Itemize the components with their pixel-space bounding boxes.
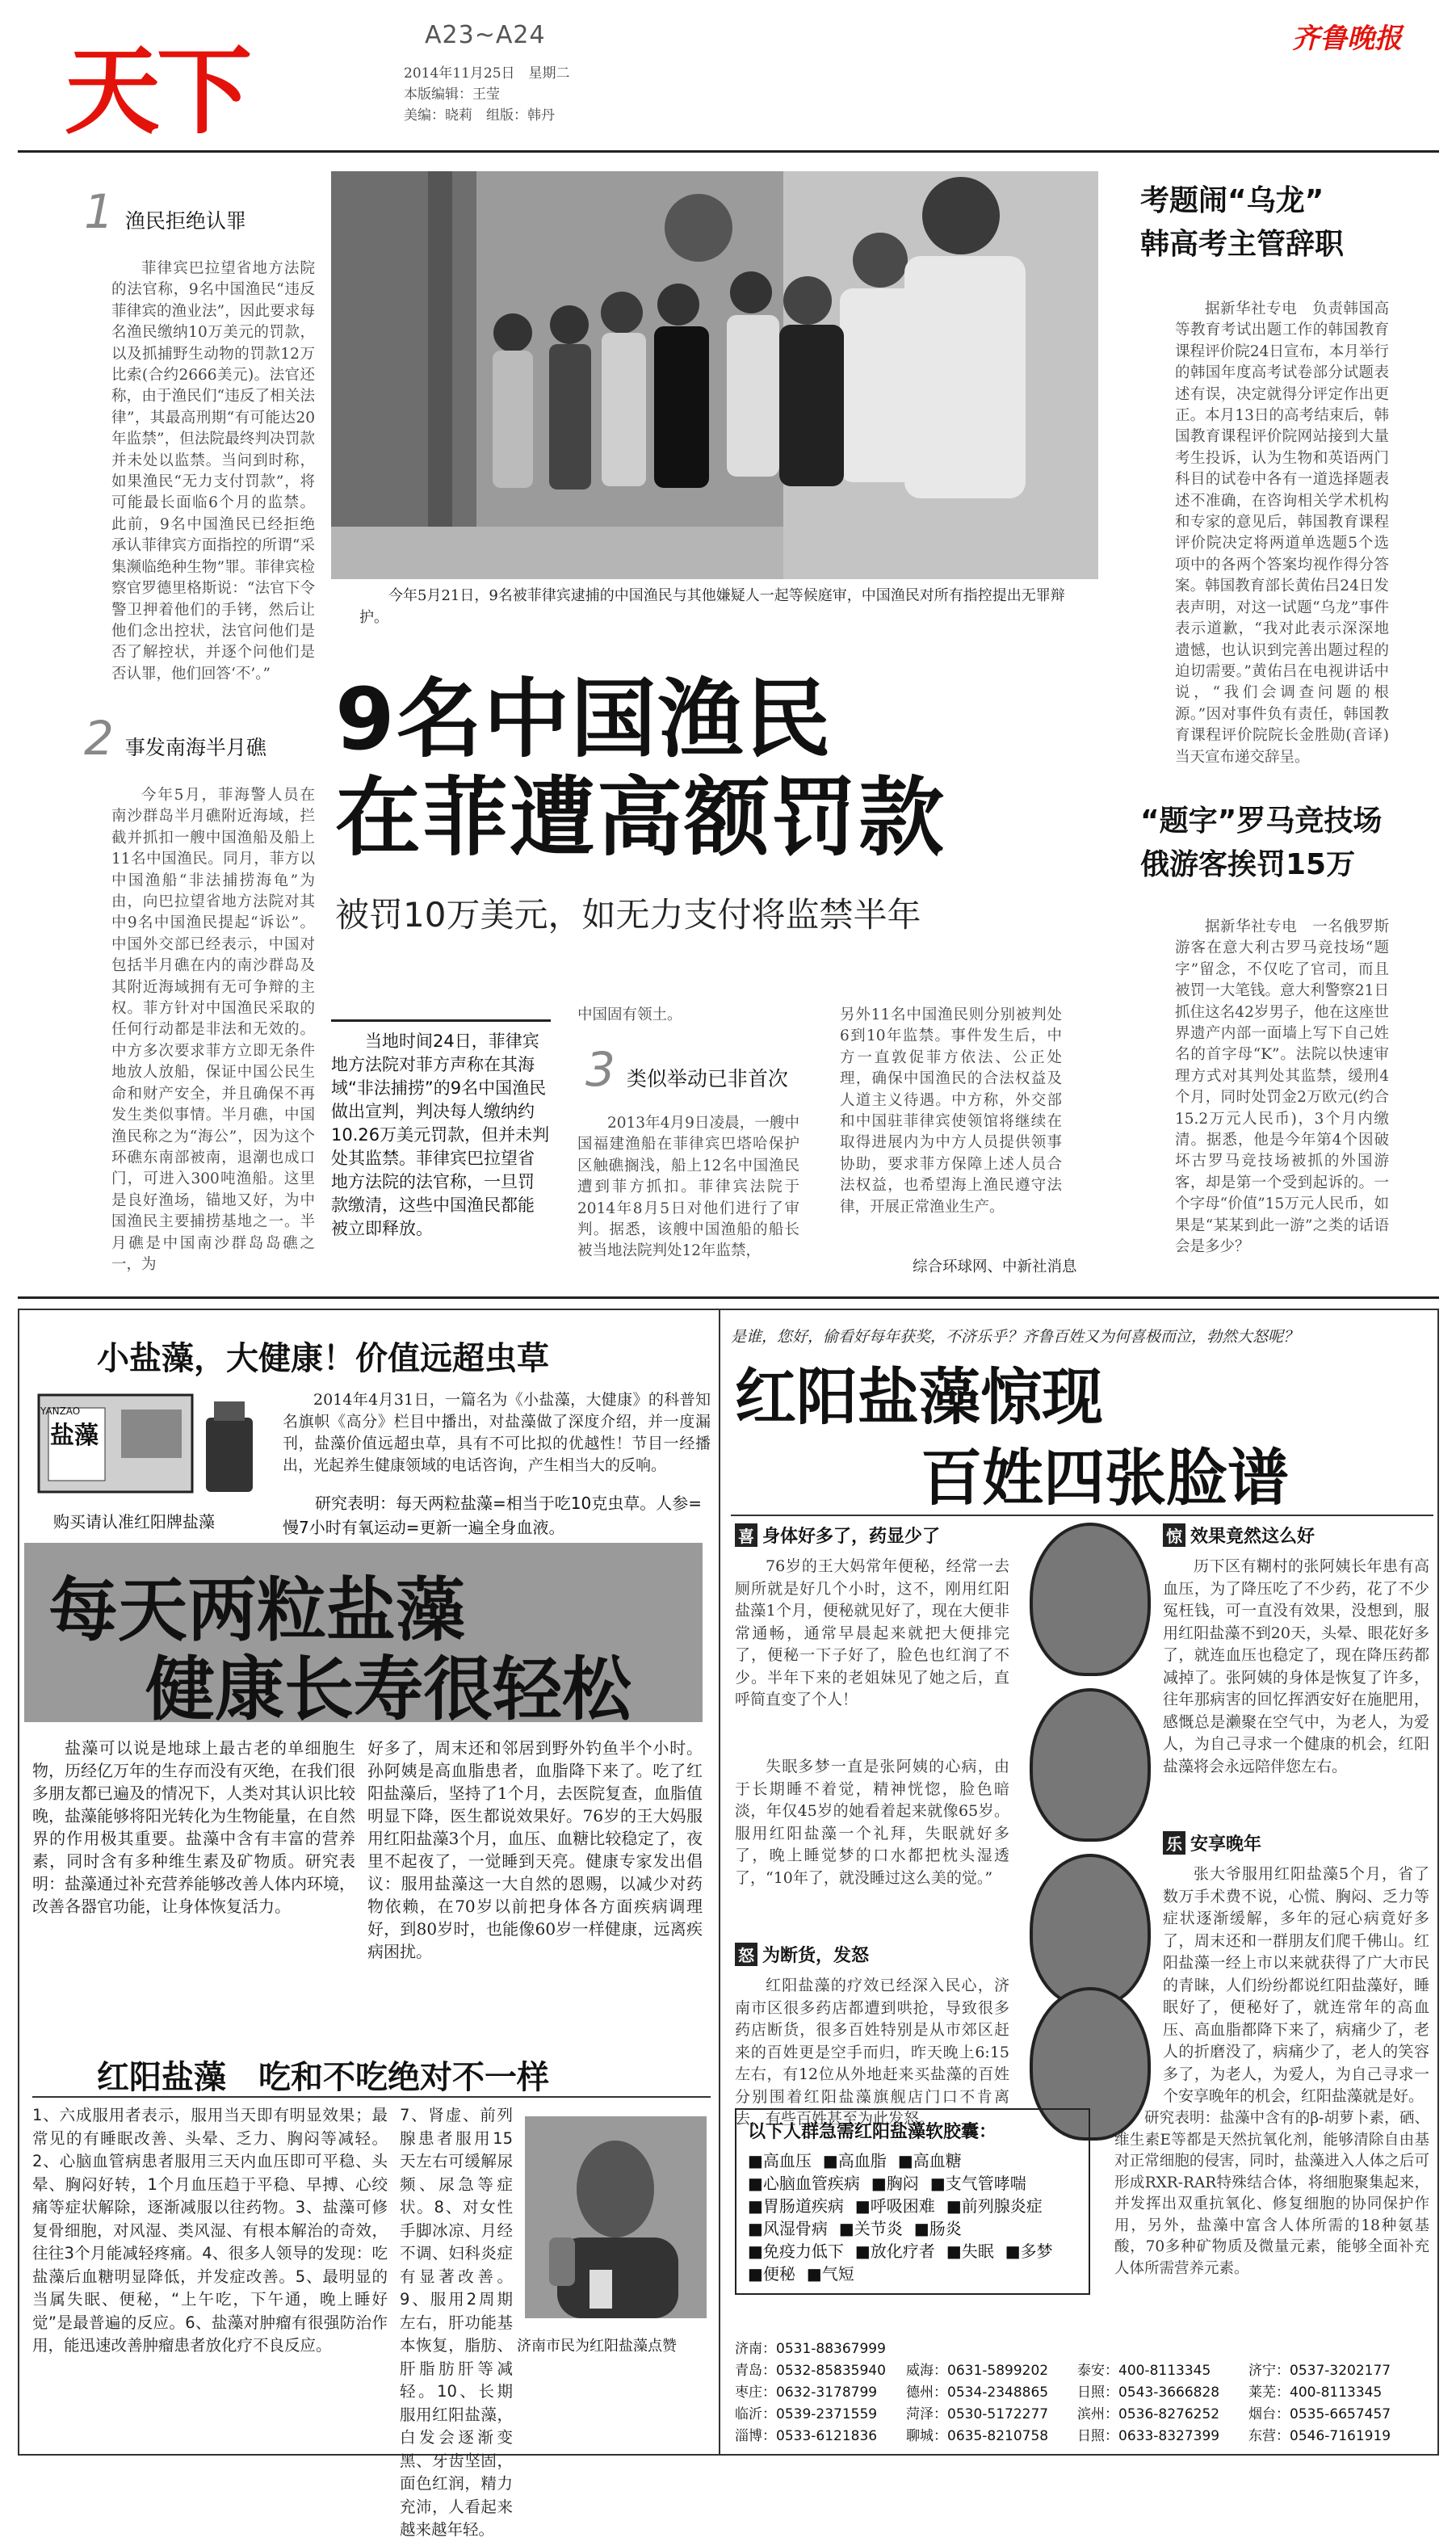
symptom-item: ■关节炎 (838, 2219, 903, 2238)
p3-text: 红阳盐藻的疗效已经深入民心，济南市区很多药店都遭到哄抢，导致很多药店断货，很多百姓特别是从市郊区赶来的百姓更是空手而归，昨天晚上6:15左右，有12位从外地赶来买盐藻的百姓分别围着红阳盐藻旗舰店门口不肯离去，有些百姓甚至为此发怒。 (735, 1977, 1009, 2128)
symptom-box (735, 2108, 1090, 2295)
product-box-label: 盐藻 (50, 1422, 99, 1450)
p5-text: 张大爷服用红阳盐藻5个月，省了数万手术费不说，心慌、胸闷、乏力等症状逐渐缓解，多年的冠心病竟好多了，周末还和一群朋友们爬千佛山。红阳盐藻一经上市以来就获得了广大市民的青睐，人们纷纷都说红阳盐藻好，睡眠好了，便秘好了，就连常年的高血压、高血脂都降下来了，病痛少了，老人的折磨没了，病痛少了，老人的笑容多了，为老人，为爱人，为自己寻求一个安享晚年的机会，红阳盐藻就是好。 (1163, 1865, 1429, 2105)
section-title: 事发南海半月礁 (124, 736, 266, 759)
p3-heading (735, 1942, 1009, 1967)
opera-mask-1 (1030, 1523, 1151, 1676)
p4-block (1163, 1523, 1429, 2130)
p4-text: 历下区有糊村的张阿姨长年患有高血压，为了降压吃了不少药，花了不少冤枉钱，可一直没有效果，没想到，服用红阳盐藻不到20天，头晕、眼花好多了，就连血压也稳定了，现在降压药都减掉了。张阿姨的身体是恢复了许多，往年那病害的回忆挥洒安好在施肥用，感慨总是濑聚在空气中，为老人，为爱人，为自己寻求一个健康的机会，红阳盐藻将会永远陪伴您左右。 (1163, 1557, 1429, 1775)
p1-heading (735, 1523, 1009, 1548)
issue-meta (404, 63, 570, 126)
section-title: 类似举动已非首次 (626, 1067, 788, 1090)
customer-photo (525, 2116, 707, 2318)
section-number: 2 (84, 711, 114, 766)
fishermen-photo (331, 171, 1098, 579)
section-title: 渔民拒绝认罪 (124, 209, 246, 233)
ad-left-list-a: 1、六成服用者表示，服用当天即有明显效果；最常见的有睡眠改善、头晕、乏力、胸闷等减轻。2、心脑血管病患者服用三天内血压即可平稳、头晕、胸闷好转，1个月血压趋于平稳、早搏、心绞痛等症状解除，逐渐减服以往药物。3、盐藻可修复骨细胞，对风湿、类风湿、有根本解治的奇效，往往3个月能减轻疼痛。4、很多人领导的发现：吃盐藻后血糖明显降低，并发症改善。5、最明显的当属失眠、便秘，“上午吃，下午通，晚上睡好觉”是最普遍的反应。6、盐藻对肿瘤有很强防治作用，能迅速改善肿瘤患者放化疗不良反应。 (32, 2106, 388, 2355)
section-1-heading (84, 184, 246, 239)
main-subheadline: 被罚10万美元，如无力支付将监禁半年 (335, 895, 921, 935)
ad-left-title: 小盐藻，大健康！价值远超虫草 (97, 1340, 549, 1377)
symptom-item: ■心脑血管疾病 (748, 2174, 860, 2193)
headline-line-2: 韩高考主管辞职 (1140, 228, 1345, 261)
main-headline (335, 670, 946, 868)
symptom-item: ■气短 (806, 2264, 854, 2284)
col2-text: 2013年4月9日凌晨，一艘中国福建渔船在菲律宾巴塔哈保护区触礁搁浅，船上12名中国渔民遭到菲方抓扣。菲律宾法院于2014年8月5日对他们进行了审判。据悉，该艘中国渔船的船长被当地法院判处12年监禁， (577, 1115, 799, 1260)
design-credit: 美编：晓莉 组版：韩丹 (404, 107, 555, 124)
p1-block (735, 1523, 1009, 2161)
p5-title: 安享晚年 (1190, 1834, 1262, 1855)
title-line-2: 百姓四张脸谱 (921, 1442, 1289, 1514)
ad-right-quote: 是谁，您好，偷看好每年获奖，不济乐乎？齐鲁百姓又为何喜极而泣，勃然大怒呢？ (731, 1328, 1299, 1346)
p3-tag: 怒 (735, 1943, 757, 1966)
ad-left-section-title: 红阳盐藻 吃和不吃绝对不一样 (97, 2059, 549, 2096)
editor-credit: 本版编辑：王莹 (404, 86, 500, 103)
contact-item: 莱芜：400-8113345 (1248, 2384, 1383, 2401)
photo-caption: 今年5月21日，9名被菲律宾逮捕的中国渔民与其他嫌疑人一起等候庭审，中国渔民对所有指控提出无罪辩护。 (359, 587, 1065, 626)
contact-item: 日照：0543-3666828 (1077, 2384, 1220, 2401)
section-2-text: 今年5月，菲海警人员在南沙群岛半月礁附近海域，拦截并抓扣一艘中国渔船及船上11名中国渔民。同月，菲方以中国渔船“非法捕捞海龟”为由，向巴拉望省地方法院对其中9名中国渔民提起“诉讼”。中国外交部已经表示，中国对包括半月礁在内的南沙群岛及其附近海域拥有无可争辩的主权。菲方针对中国渔民采取的任何行动都是非法和无效的。中方多次要求菲方立即无条件地放人放船，保证中国公民生命和财产安全，并且确保不再发生类似事情。半月礁，中国渔民称之为“海公”，因为这个环礁东南部被南，退潮也成口门，可进入300吨渔船。这里是良好渔场，锚地又好，为中国渔民主要捕捞基地之一。半月礁是中国南沙群岛岛礁之一，为 (111, 787, 315, 1273)
contact-item: 青岛：0532-85835940 (735, 2363, 886, 2379)
headline-line-1: “题字”罗马竞技场 (1140, 805, 1383, 838)
ad-left-list-b: 7、肾虚、前列腺患者服用15天左右可缓解尿频、尿急等症状。8、对女性手脚冰凉、月经不调、妇科炎症有显著改善。9、服用2周期左右，肝功能基本恢复，脂肪、肝脂肪肝等减轻。10、长期服用红阳盐藻，白发会逐渐变黑、牙齿坚固，面色红润，精力充沛，人看起来越来越年轻。 (400, 2106, 513, 2539)
ad-left-intro: 2014年4月31日，一篇名为《小盐藻，大健康》的科普知名旗帜《高分》栏目中播出，对盐藻做了深度介绍，并一度漏刊，盐藻价值远超虫草，具有不可比拟的优越性！节目一经播出，光起养生健康领域的电话咨询，产生相当大的反响。 (283, 1391, 711, 1474)
contact-item: 烟台：0535-6657457 (1248, 2406, 1391, 2422)
p1-text: 76岁的王大妈常年便秘，经常一去厕所就是好几个小时，这不，刚用红阳盐藻1个月，便秘就见好了，现在大便非常通畅，通常早晨起来就把大便排完了，便秘一下子好了，脸色也红润了不少。半年下来的老姐妹见了她之后，直呼简直变了个人！ (735, 1557, 1009, 1708)
lead-paragraph: 当地时间24日，菲律宾地方法院对菲方声称在其海域“非法捕捞”的9名中国渔民做出宣判，判决每人缴纳约10.26万美元罚款，但并未判处其监禁。菲律宾巴拉望省地方法院的法官称，一旦罚款缴清，这些中国渔民都能被立即释放。 (331, 1019, 551, 1241)
contact-item: 德州：0534-2348865 (906, 2384, 1049, 2401)
p1-tag: 喜 (735, 1523, 757, 1547)
right-story-1: 据新华社专电 负责韩国高等教育考试出题工作的韩国教育课程评价院24日宣布，本月举行的韩国年度高考试卷部分试题表述有误，决定就得分评定作出更正。本月13日的高考结束后，韩国教育课程评价院网站接到大量考生投诉，认为生物和英语两门科目的试卷中各有一道选择题表述不准确，在咨询相关学术机构和专家的意见后，韩国教育课程评价院决定将两道单选题5个选项中的各两个答案均视作得分答案。韩国教育部长黄佑吕24日发表声明，对这一试题“乌龙”事件表示道歉，“我对此表示深深地遗憾，也认识到完善出题过程的迫切需要。”黄佑吕在电视讲话中说，“我们会调查问题的根源。”因对事件负有责任，韩国教育课程评价院院长金胜勋(音译)当天宣布递交辞呈。 (1175, 300, 1389, 766)
issue-date: 2014年11月25日 星期二 (404, 65, 570, 82)
p1-title: 身体好多了，药显少了 (762, 1527, 941, 1547)
masthead: 天下 (65, 36, 250, 147)
section-number: 1 (84, 184, 114, 239)
p3-title: 为断货，发怒 (762, 1946, 870, 1966)
col2-top: 中国固有领土。 (577, 1006, 682, 1023)
news-source: 综合环球网、中新社消息 (913, 1258, 1077, 1275)
right-headline-2 (1140, 800, 1382, 887)
ad-research: 研究表明：盐藻中含有的β-胡萝卜素，硒、维生素E等都是天然抗氧化剂，能够清除自由基对正常细胞的侵害，同时，盐藻进入人体之后可形成RXR-RAR特殊结合体，将细胞聚集起来，并发挥出双重抗氧化、修复细胞的协同保护作用，另外，盐藻中富含人体所需的18种氨基酸，70多种矿物质及微量元素，能够全面补充人体所需营养元素。 (1114, 2110, 1429, 2277)
ad-left-research: 研究表明：每天两粒盐藻=相当于吃10克虫草。人参=慢7小时有氧运动=更新一遍全身血液。 (283, 1494, 702, 1537)
contact-item: 聊城：0635-8210758 (906, 2428, 1049, 2444)
symptom-item: ■多梦 (1005, 2242, 1053, 2261)
opera-mask-3 (1030, 1854, 1151, 2007)
symptom-item: ■高血脂 (822, 2151, 887, 2170)
banner-line-2: 健康长寿很轻松 (145, 1649, 631, 1730)
headline-line-2: 俄游客挨罚15万 (1140, 848, 1356, 881)
ad-left-body-a: 盐藻可以说是地球上最古老的单细胞生物，历经亿万年的生存而没有灭绝，在我们很多朋友都已遍及的情况下，人类对其认识比较晚，盐藻能够将阳光转化为生物能量，在自然界的作用极其重要。盐藻中含有丰富的营养素，同时含有多种维生素及矿物质。研究表明：盐藻通过补充营养能够改善人体内环境，改善各器官功能，让身体恢复活力。 (32, 1738, 355, 1916)
ad-banner (24, 1543, 703, 1730)
symptom-item: ■胃肠道疾病 (748, 2196, 844, 2216)
symptom-item: ■高血压 (748, 2151, 812, 2170)
symptom-item: ■免疫力低下 (748, 2242, 844, 2261)
purchase-note: 购买请认准红阳牌盐藻 (53, 1512, 215, 1532)
p5-heading (1163, 1830, 1429, 1855)
ad-divider (719, 1309, 720, 2456)
ad-left-rule (32, 2096, 711, 2098)
symptom-item: ■肠炎 (913, 2219, 962, 2238)
contact-item: 威海：0631-5899202 (906, 2363, 1049, 2379)
contact-item: 东营：0546-7161919 (1248, 2428, 1391, 2444)
symptom-item: ■失眠 (946, 2242, 994, 2261)
p4-heading (1163, 1523, 1429, 1548)
contact-item: 临沂：0539-2371559 (735, 2406, 878, 2422)
contact-item: 济南：0531-88367999 (735, 2341, 886, 2357)
symptom-item: ■放化疗者 (854, 2242, 935, 2261)
symptom-item: ■支气管哮喘 (929, 2174, 1026, 2193)
banner-line-1: 每天两粒盐藻 (48, 1570, 465, 1651)
product-box-brand: YANZAO (40, 1405, 81, 1417)
page-range: A23~A24 (425, 21, 546, 49)
symptom-title: 以下人群急需红阳盐藻软胶囊： (748, 2122, 997, 2142)
newspaper-brand: 齐鲁晚报 (1292, 23, 1402, 55)
symptom-item: ■呼吸困难 (854, 2196, 935, 2216)
ad-right-rule (731, 1515, 1433, 1516)
p4-title: 效果竟然这么好 (1190, 1527, 1315, 1547)
symptom-list (748, 2149, 1077, 2285)
section-number: 3 (585, 1042, 615, 1097)
col3-text: 另外11名中国渔民则分别被判处6到10年监禁。事件发生后，中方一直敦促菲方依法、公正处理，确保中国渔民的合法权益及人道主义待遇。中方称，外交部和中国驻菲律宾使领馆将继续在取得进展内为中方人员提供领事协助，要求菲方保障上述人员合法权益，也希望海上渔民遵守法律，开展正常渔业生产。 (840, 1006, 1062, 1216)
section-2-heading (84, 711, 266, 766)
ad-right-title (735, 1357, 1289, 1519)
contact-list (735, 2338, 1429, 2447)
contact-item: 日照：0633-8327399 (1077, 2428, 1220, 2444)
headline-line-1: 9名中国渔民 (335, 670, 833, 769)
contact-item: 滨州：0536-8276252 (1077, 2406, 1220, 2422)
opera-mask-2 (1030, 1688, 1151, 1842)
headline-line-2: 在菲遭高额罚款 (335, 768, 946, 868)
section-1-text: 菲律宾巴拉望省地方法院的法官称，9名中国渔民“违反菲律宾的渔业法”，因此要求每名渔民缴纳10万美元的罚款，以及抓捕野生动物的罚款12万比索(合约2666美元)。法官还称，由于渔民们“违反了相关法律”，其最高刑期“有可能达20年监禁”，但法院最终判决罚款并未处以监禁。当问到时称，如果渔民“无力支付罚款”，将可能最长面临6个月的监禁。此前，9名中国渔民已经拒绝承认菲律宾方面指控的所谓“采集濒临绝种生物”罪。菲律宾检察官罗德里格斯说：“法官下令警卫押着他们的手铐，然后让他们念出控状，法官问他们是否了解控状，并逐个问他们是否认罪，他们回答‘不’。” (111, 260, 315, 683)
symptom-item: ■胸闷 (871, 2174, 919, 2193)
right-story-2: 据新华社专电 一名俄罗斯游客在意大利古罗马竞技场“题字”留念，不仅吃了官司，而且被罚一大笔钱。意大利警察21日抓住这名42岁男子，他在这座世界遗产内部一面墙上写下自己姓名的首字母“K”。法院以快速审理方式对其判处其监禁，缓刑4个月，同时处罚金2万欧元(约合15.2万元人民币)，3个月内缴清。据悉，他是今年第4个因破坏古罗马竞技场被抓的外国游客，却是第一个受到起诉的。一个字母“价值”15万元人民币，如果是“某某到此一游”之类的话语会是多少？ (1175, 918, 1389, 1256)
contact-item: 枣庄：0632-3178799 (735, 2384, 878, 2401)
right-headline-1 (1140, 179, 1344, 267)
section-separator (18, 1296, 1439, 1299)
contact-item: 泰安：400-8113345 (1077, 2363, 1211, 2379)
contact-item: 菏泽：0530-5172277 (906, 2406, 1049, 2422)
section-3-heading (585, 1042, 788, 1097)
p4-tag: 惊 (1163, 1523, 1185, 1547)
symptom-item: ■风湿骨病 (748, 2219, 828, 2238)
symptom-item: ■高血糖 (897, 2151, 962, 2170)
header-rule (18, 150, 1439, 153)
contact-item: 济宁：0537-3202177 (1248, 2363, 1391, 2379)
headline-line-1: 考题闹“乌龙” (1140, 184, 1324, 217)
p2-text: 失眠多梦一直是张阿姨的心病，由于长期睡不着觉，精神恍惚，脸色暗淡，年仅45岁的她看着起来就像65岁。服用红阳盐藻一个礼拜，失眠就好多了，晚上睡觉梦的口水都把枕头湿透了，“10年了，就没睡过这么美的觉。” (735, 1758, 1009, 1887)
title-line-1: 红阳盐藻惊现 (735, 1361, 1103, 1433)
symptom-item: ■前列腺炎症 (946, 2196, 1043, 2216)
p5-tag: 乐 (1163, 1831, 1185, 1855)
contact-item: 淄博：0533-6121836 (735, 2428, 878, 2444)
ad-left-body-b: 好多了，周末还和邻居到野外钓鱼半个小时。孙阿姨是高血脂患者，血脂降下来了。吃了红阳盐藻后，坚持了1个月，去医院复查，血脂值明显下降，医生都说效果好。76岁的王大妈服用红阳盐藻3个月，血压、血糖比较稳定了，夜里不起夜了，一觉睡到天亮。健康专家发出倡议：服用盐藻这一大自然的恩赐，以减少对药物依赖，在70岁以前把身体各方面疾病调理好，到80岁时，也能像60岁一样健康，远离疾病困扰。 (367, 1738, 703, 1961)
symptom-item: ■便秘 (748, 2264, 795, 2284)
customer-photo-caption: 济南市民为红阳盐藻点赞 (517, 2338, 677, 2355)
